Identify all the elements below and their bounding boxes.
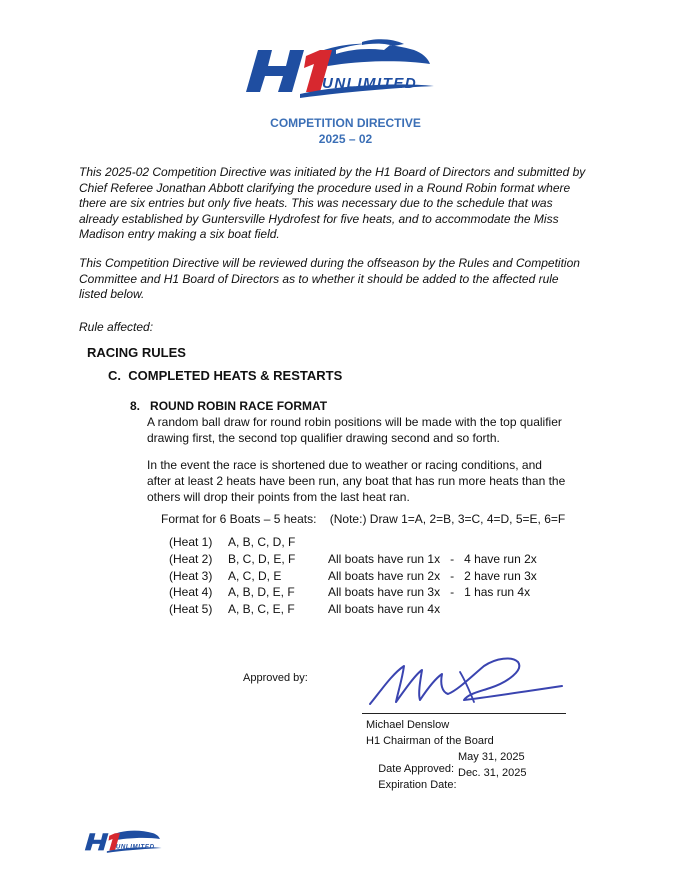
heat-status: All boats have run 4x xyxy=(328,602,441,616)
approved-by-label: Approved by: xyxy=(243,672,308,684)
heat-row xyxy=(169,569,537,585)
signer-name: Michael Denslow xyxy=(366,719,450,731)
h1-unlimited-footer-logo xyxy=(84,826,164,856)
svg-text:UNLIMITED: UNLIMITED xyxy=(322,75,418,92)
heat-status: All boats have run 3x - 1 has run 4x xyxy=(328,585,531,599)
subsection-title: COMPLETED HEATS & RESTARTS xyxy=(128,368,343,383)
date-approved-value: May 31, 2025 xyxy=(458,751,525,763)
intro-paragraph-2: This Competition Directive will be reviewed during the offseason by the Rules and Competition Committee and H1 Board of Directors as to whether it should be added to the affected rule listed below. xyxy=(79,256,580,301)
item-title: ROUND ROBIN RACE FORMAT xyxy=(150,399,328,413)
rule-affected-label: Rule affected: xyxy=(79,320,154,334)
rule-text-2: In the event the race is shortened due to weather or racing conditions, and after at least 2 heats have been run, any boat that has run more heats than the others will drop their points from the last heat ran. xyxy=(147,458,566,504)
heat-boats: A, B, D, E, F xyxy=(228,585,295,599)
signer-title: H1 Chairman of the Board xyxy=(366,735,494,747)
directive-number: 2025 – 02 xyxy=(318,132,373,146)
format-note: (Note:) Draw 1=A, 2=B, 3=C, 4=D, 5=E, 6=F xyxy=(329,512,566,526)
heat-row xyxy=(169,585,531,601)
date-approved-label: Date Approved: xyxy=(378,763,455,775)
subsection-letter: C. xyxy=(108,368,121,383)
expiration-date xyxy=(366,767,566,791)
heat-status: All boats have run 1x - 4 have run 2x xyxy=(328,552,537,566)
heat-label: (Heat 3) xyxy=(169,569,213,583)
format-line xyxy=(161,512,565,526)
heat-status: All boats have run 2x - 2 have run 3x xyxy=(328,569,537,583)
heat-boats: A, B, C, E, F xyxy=(228,602,295,616)
expiration-value: Dec. 31, 2025 xyxy=(458,767,527,779)
heat-boats: A, B, C, D, F xyxy=(228,535,296,549)
item-heading xyxy=(130,399,327,413)
svg-text:UNLIMITED: UNLIMITED xyxy=(115,843,155,851)
heat-row xyxy=(169,602,441,618)
subsection-heading xyxy=(108,368,342,383)
expiration-label: Expiration Date: xyxy=(378,779,457,791)
heat-boats: B, C, D, E, F xyxy=(228,552,296,566)
item-number: 8. xyxy=(130,399,141,413)
intro-paragraph-1: This 2025-02 Competition Directive was initiated by the H1 Board of Directors and submitted by Chief Referee Jonathan Abbott clarifying the procedure used in a Round Robin format where there are six entries but only five heats. This was necessary due to the schedule that was already established by Guntersville Hydrofest for five heats, and to accommodate the Miss Madison entry making a six boat field. xyxy=(79,165,586,241)
rule-text-1: A random ball draw for round robin positions will be made with the top qualifier drawing first, the second top qualifier drawing second and so forth. xyxy=(147,415,562,445)
signature-line xyxy=(362,713,566,714)
format-label: Format for 6 Boats – 5 heats: xyxy=(161,512,317,526)
heat-row xyxy=(169,552,537,568)
heat-label: (Heat 4) xyxy=(169,585,213,599)
heat-label: (Heat 2) xyxy=(169,552,213,566)
heat-boats: A, C, D, E xyxy=(228,569,282,583)
h1-unlimited-logo xyxy=(244,36,440,102)
signature-image xyxy=(362,652,567,712)
heat-label: (Heat 5) xyxy=(169,602,213,616)
directive-title: COMPETITION DIRECTIVE xyxy=(270,116,421,130)
section-heading: RACING RULES xyxy=(87,345,186,360)
heat-label: (Heat 1) xyxy=(169,535,213,549)
heat-row xyxy=(169,535,296,551)
